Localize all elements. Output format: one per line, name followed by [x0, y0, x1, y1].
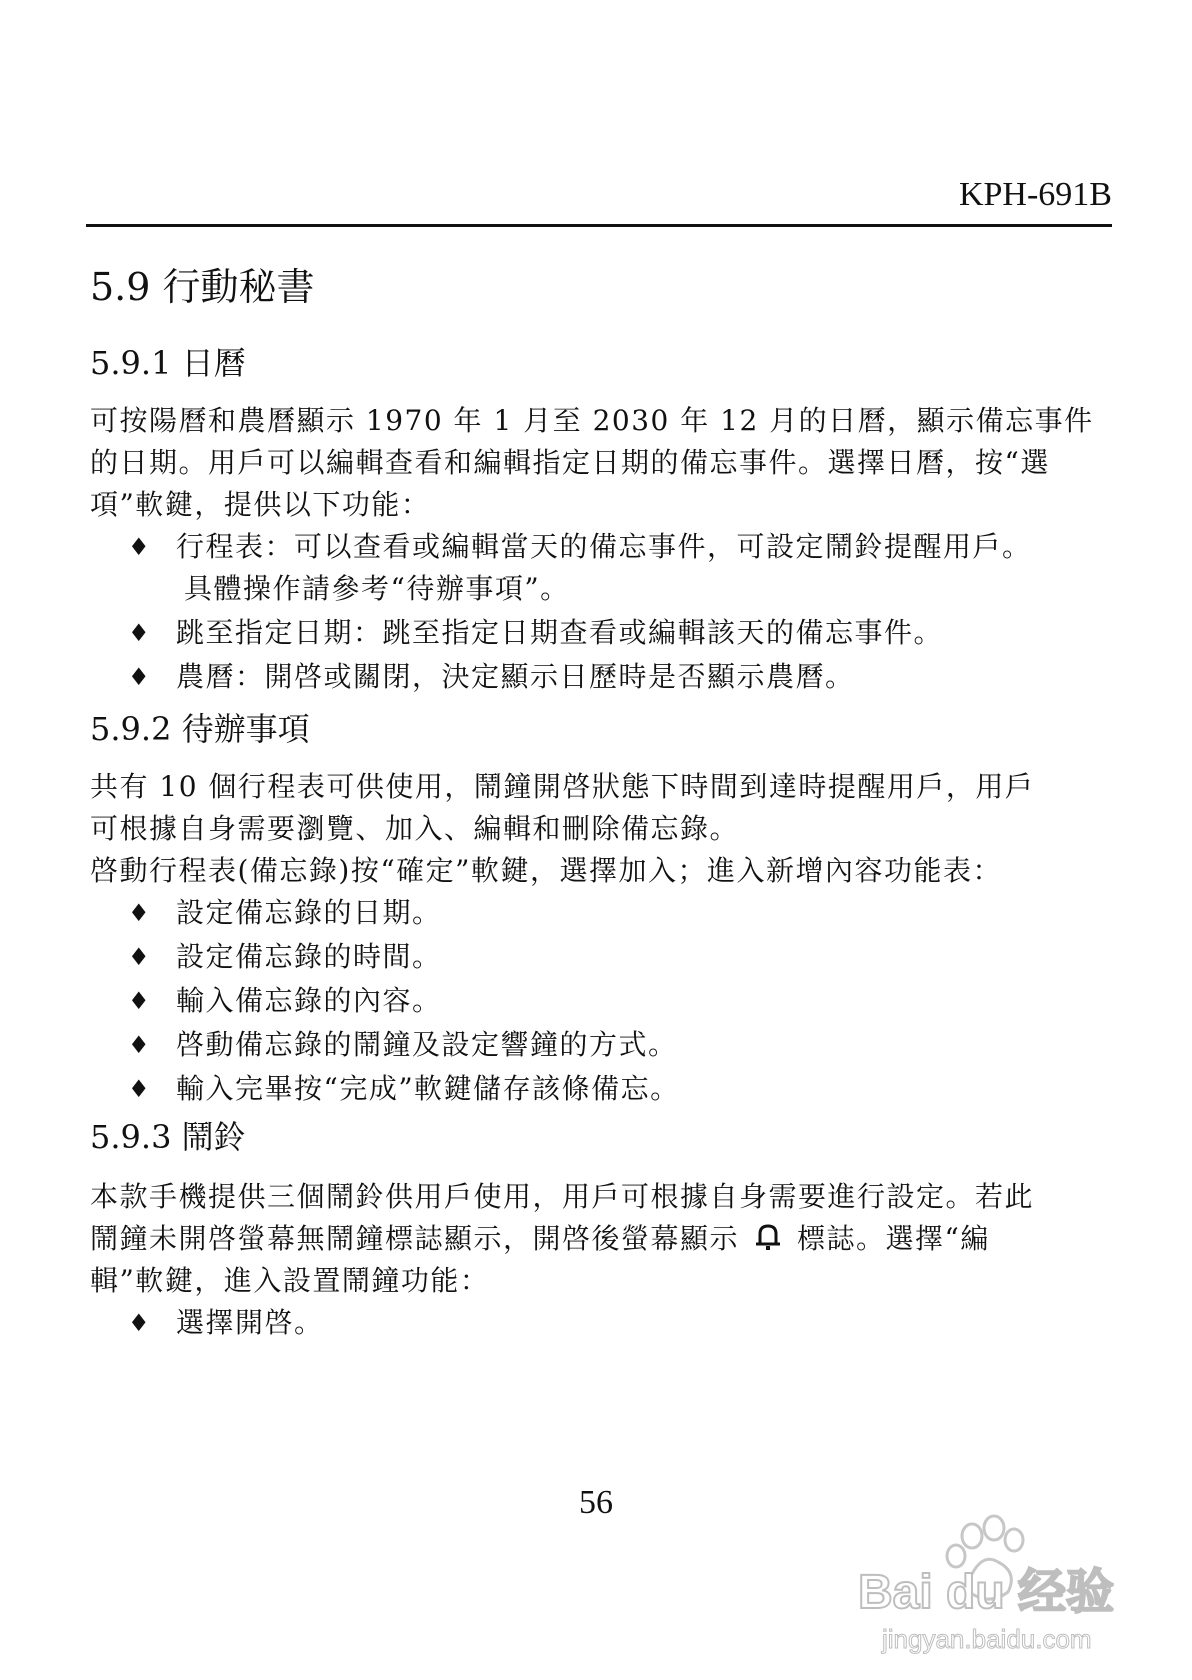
- list-item-text: 輸入備忘錄的內容。: [176, 984, 442, 1017]
- page-number: 56: [579, 1484, 613, 1521]
- diamond-bullet-icon: ♦: [128, 987, 152, 1015]
- list-item: [128, 656, 1112, 698]
- list-item-text: 選擇開啓。: [176, 1306, 324, 1339]
- heading-todo: 5.9.2 待辦事項: [90, 710, 310, 748]
- paragraph-line: 共有 10 個行程表可供使用，鬧鐘開啓狀態下時間到達時提醒用戶，用戶: [90, 770, 1035, 803]
- paragraph-line: 可按陽曆和農曆顯示 1970 年 1 月至 2030 年 12 月的日曆，顯示備忘事件: [90, 404, 1094, 437]
- diamond-bullet-icon: ♦: [128, 1309, 152, 1337]
- alarm-step-list: [128, 1302, 1112, 1346]
- paragraph-line: 項”軟鍵，提供以下功能：: [90, 488, 431, 521]
- list-item-text: 跳至指定日期：跳至指定日期查看或編輯該天的備忘事件。: [176, 616, 944, 649]
- model-number: KPH-691B: [958, 176, 1112, 213]
- todo-step-list: [128, 892, 1112, 1112]
- list-item-text: 設定備忘錄的時間。: [176, 940, 442, 973]
- paragraph-line: 的日期。用戶可以編輯查看和編輯指定日期的備忘事件。選擇日曆，按“選: [90, 446, 1050, 479]
- paragraph-line: 可根據自身需要瀏覽、加入、編輯和刪除備忘錄。: [90, 812, 740, 845]
- list-item: [128, 526, 1112, 610]
- list-item: [128, 1024, 1112, 1066]
- list-item: [128, 1068, 1112, 1110]
- watermark-url: jingyan.baidu.com: [882, 1624, 1092, 1654]
- diamond-bullet-icon: ♦: [128, 1031, 152, 1059]
- baidu-watermark-logo: [852, 1500, 1142, 1660]
- diamond-bullet-icon: ♦: [128, 533, 152, 561]
- alarm-paragraph: [90, 1176, 1112, 1302]
- list-item: [128, 612, 1112, 654]
- list-item-continuation: 具體操作請參考“待辦事項”。: [184, 572, 570, 605]
- paragraph-text: 標誌。選擇“編: [797, 1222, 990, 1255]
- diamond-bullet-icon: ♦: [128, 943, 152, 971]
- paragraph-line: 本款手機提供三個鬧鈴供用戶使用，用戶可根據自身需要進行設定。若此: [90, 1180, 1035, 1213]
- diamond-bullet-icon: ♦: [128, 663, 152, 691]
- diamond-bullet-icon: ♦: [128, 899, 152, 927]
- paragraph-line-with-icon: [90, 1218, 1112, 1260]
- heading-calendar: 5.9.1 日曆: [90, 344, 246, 382]
- list-item-text: 行程表：可以查看或編輯當天的備忘事件，可設定鬧鈴提醒用戶。: [176, 530, 1032, 563]
- list-item-text: 設定備忘錄的日期。: [176, 896, 442, 929]
- calendar-paragraph: [90, 400, 1112, 526]
- list-item: [128, 980, 1112, 1022]
- heading-alarm: 5.9.3 鬧鈴: [90, 1118, 246, 1156]
- calendar-feature-list: [128, 526, 1112, 700]
- paragraph-text: 鬧鐘未開啓螢幕無鬧鐘標誌顯示，開啓後螢幕顯示: [90, 1222, 740, 1255]
- paragraph-line: 輯”軟鍵，進入設置鬧鐘功能：: [90, 1264, 490, 1297]
- alarm-bell-icon: [751, 1222, 785, 1252]
- diamond-bullet-icon: ♦: [128, 1075, 152, 1103]
- list-item-text: 輸入完畢按“完成”軟鍵儲存該條備忘。: [176, 1072, 680, 1105]
- section-title: 5.9 行動秘書: [90, 265, 315, 309]
- list-item-text: 啓動備忘錄的鬧鐘及設定響鐘的方式。: [176, 1028, 678, 1061]
- todo-paragraph: [90, 766, 1112, 892]
- list-item: [128, 936, 1112, 978]
- list-item: [128, 1302, 1112, 1344]
- list-item: [128, 892, 1112, 934]
- header-divider: [86, 224, 1112, 227]
- diamond-bullet-icon: ♦: [128, 619, 152, 647]
- paragraph-line: 啓動行程表(備忘錄)按“確定”軟鍵，選擇加入；進入新增內容功能表：: [90, 854, 1002, 887]
- list-item-text: 農曆：開啓或關閉，決定顯示日歷時是否顯示農曆。: [176, 660, 855, 693]
- watermark-brand: Bai du 经验: [858, 1566, 1115, 1619]
